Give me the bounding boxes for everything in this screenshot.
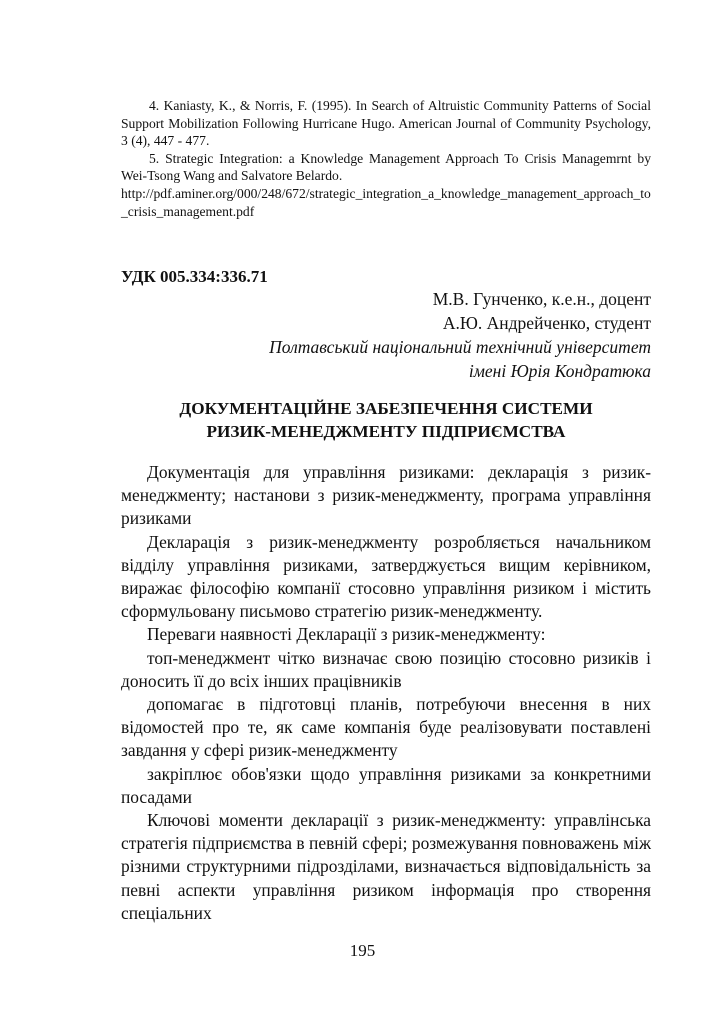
title-line: РИЗИК-МЕНЕДЖМЕНТУ ПІДПРИЄМСТВА xyxy=(206,422,566,441)
reference-url[interactable]: http://pdf.aminer.org/000/248/672/strategic_integration_a_knowledge_management_approach_to_crisis_management.pdf xyxy=(121,185,651,219)
body-paragraph: Переваги наявності Декларації з ризик-менеджменту: xyxy=(147,624,546,645)
author-line: А.Ю. Андрейченко, студент xyxy=(442,313,651,333)
reference-item: 5. Strategic Integration: a Knowledge Management Approach To Crisis Managemrnt by Wei-Tsong Wang and Salvatore Belardo. xyxy=(121,150,651,184)
body-paragraph: Документація для управління ризиками: декларація з ризик-менеджменту; настанови з ризик-менеджменту, програма управління ризиками xyxy=(121,462,651,529)
body-paragraph: топ-менеджмент чітко визначає свою позицію стосовно ризиків і доносить її до всіх інших працівників xyxy=(121,647,651,691)
page-number: 195 xyxy=(349,941,376,960)
body-paragraph: допомагає в підготовці планів, потребуючи внесення в них відомостей про те, як саме компанія буде реалізовувати поставлені завдання у сфері ризик-менеджменту xyxy=(121,694,651,761)
body-paragraph: Ключові моменти декларації з ризик-менеджменту: управлінська стратегія підприємства в певній сфері; розмежування повноважень між різними структурними підрозділами, визначається відповідальність за певні аспекти управління ризиком інформація про створення спеціальних xyxy=(121,810,651,923)
title-line: ДОКУМЕНТАЦІЙНЕ ЗАБЕЗПЕЧЕННЯ СИСТЕМИ xyxy=(179,399,593,418)
udk-code: УДК 005.334:336.71 xyxy=(121,267,268,286)
article-body xyxy=(121,461,651,925)
affiliation-line: імені Юрія Кондратюка xyxy=(468,361,651,381)
body-paragraph: Декларація з ризик-менеджменту розробляється начальником відділу управління ризиками, затверджується вищим керівником, виражає філософію компанії стосовно управління ризиком і містить сформульовану письмово стратегію ризик-менеджменту. xyxy=(121,531,651,622)
body-paragraph: закріплює обов'язки щодо управління ризиками за конкретними посадами xyxy=(121,763,651,807)
affiliation-line: Полтавський національний технічний університет xyxy=(269,337,651,357)
article-title xyxy=(121,397,651,443)
author-line: М.В. Гунченко, к.е.н., доцент xyxy=(432,289,651,309)
references-section xyxy=(121,97,651,220)
reference-item: 4. Kaniasty, K., & Norris, F. (1995). In Search of Altruistic Community Patterns of Social Support Mobilization Following Hurricane Hugo. American Journal of Community Psychology, 3 (4), 447 - 477. xyxy=(121,98,651,149)
authors-block xyxy=(269,287,651,383)
